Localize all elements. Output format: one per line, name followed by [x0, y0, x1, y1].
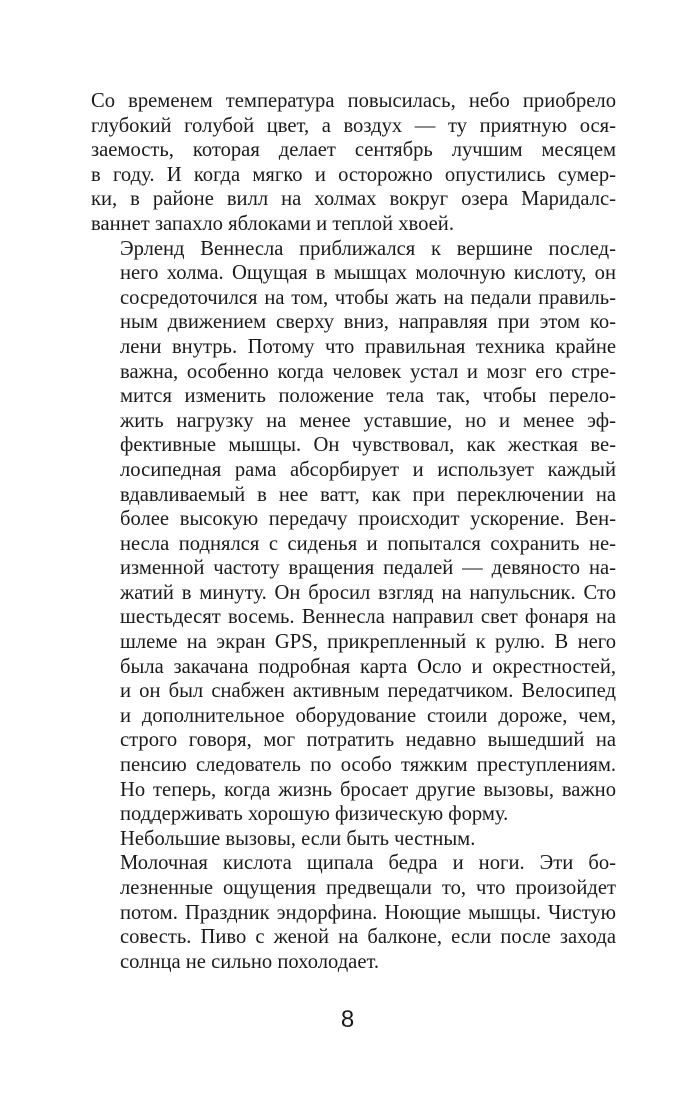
text-line: вдавливаемый в нее ватт, как при переключении на	[120, 483, 616, 506]
text-line: Эрленд Веннесла приближался к вершине послед-	[120, 237, 616, 260]
paragraph	[91, 851, 616, 974]
text-line: Но теперь, когда жизнь бросает другие вызовы, важно	[120, 778, 616, 801]
text-line: лезненные ощущения предвещали то, что произойдет	[120, 877, 616, 899]
text-line: поддерживать хорошую физическую форму.	[120, 803, 509, 826]
text-line: совесть. Пиво с женой на балконе, если после захода	[120, 926, 616, 949]
text-line: была закачана подробная карта Осло и окрестностей,	[120, 655, 616, 678]
text-line: глубокий голубой цвет, а воздух — ту приятную ося-	[91, 114, 616, 137]
text-line: ным движением сверху вниз, направляя при этом ко-	[120, 311, 616, 334]
text-line: лосипедная рама абсорбирует и использует каждый	[120, 458, 616, 481]
text-line: строго говоря, мог потратить недавно вышедший на	[120, 729, 616, 752]
text-line: ки, в районе вилл на холмах вокруг озера Маридалс-	[91, 188, 616, 211]
text-line: шлеме на экран GPS, прикрепленный к рулю. В него	[120, 631, 616, 654]
text-line: жить нагрузку на менее уставшие, но и менее эф-	[120, 409, 616, 432]
text-line: шестьдесят восемь. Веннесла направил свет фонаря на	[120, 606, 616, 629]
text-line: Небольшие вызовы, если быть честным.	[120, 827, 476, 850]
text-line: заемость, которая делает сентябрь лучшим месяцем	[91, 139, 616, 162]
text-line: фективные мышцы. Он чувствовал, как жесткая ве-	[120, 434, 616, 457]
paragraph	[91, 827, 616, 852]
text-line: Со временем температура повысилась, небо приобрело	[91, 90, 616, 112]
paragraph	[91, 237, 616, 827]
text-line: несла поднялся с сиденья и попытался сохранить не-	[120, 532, 616, 555]
text-line: важна, особенно когда человек устал и мозг его стре-	[120, 360, 616, 383]
text-line: и он был снабжен активным передатчиком. Велосипед	[120, 680, 616, 703]
text-line: ваннет запахло яблоками и теплой хвоей.	[91, 212, 454, 235]
text-line: изменной частоту вращения педалей — девяносто на-	[120, 557, 616, 580]
text-line: в году. И когда мягко и осторожно опустились сумер-	[91, 163, 616, 186]
text-line: него холма. Ощущая в мышцах молочную кислоту, он	[120, 262, 616, 285]
text-line: пенсию следователь по особо тяжким преступлениям.	[120, 754, 616, 777]
text-line: и дополнительное оборудование стоили дороже, чем,	[120, 704, 616, 727]
paragraph	[91, 89, 616, 237]
text-line: сосредоточился на том, чтобы жать на педали правиль-	[120, 286, 616, 309]
text-line: Молочная кислота щипала бедра и ноги. Эти бо-	[120, 852, 616, 875]
text-line: потом. Праздник эндорфина. Ноющие мышцы. Чистую	[120, 901, 616, 924]
text-line: солнца не сильно похолодает.	[120, 950, 380, 973]
text-line: более высокую передачу происходит ускорение. Вен-	[120, 508, 616, 531]
text-line: мится изменить положение тела так, чтобы перело-	[120, 385, 616, 408]
body-text	[91, 89, 616, 974]
text-line: жатий в минуту. Он бросил взгляд на напульсник. Сто	[120, 581, 616, 604]
page-number: 8	[340, 1006, 355, 1033]
text-line: лени внутрь. Потому что правильная техника крайне	[120, 335, 616, 358]
